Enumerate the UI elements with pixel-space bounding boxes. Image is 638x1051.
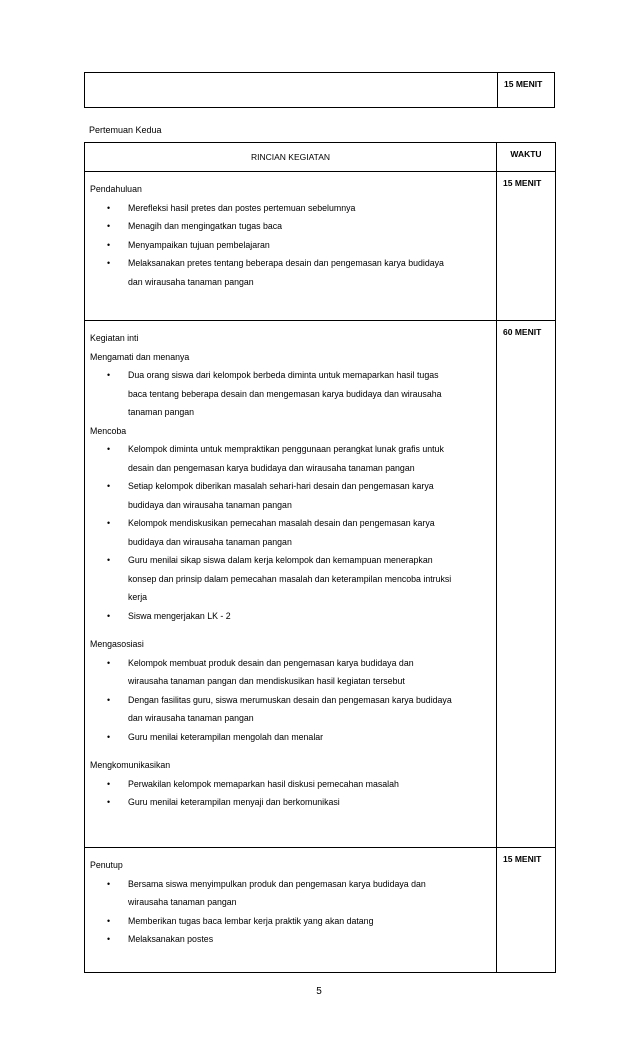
list-item: • Menagih dan mengingatkan tugas baca [90,217,490,236]
list-item [90,514,490,551]
list-item-continuation: dan wirausaha tanaman pangan [128,276,254,287]
list-item [90,551,490,607]
section-title: Kegiatan inti [90,333,139,343]
time-cell: 15 MENIT [497,172,556,321]
list-item-line: • Kelompok mendiskusikan pemecahan masalah desain dan pengemasan karya [128,518,435,528]
header-time: WAKTU [497,143,556,172]
section-title: Pendahuluan [90,184,142,194]
subsection-title: Mengasosiasi [90,639,144,649]
list-item-line: • Guru menilai keterampilan menyaji dan berkomunikasi [128,797,340,807]
list-item-line: • Melaksanakan postes [128,934,214,944]
time-cell: 60 MENIT [497,321,556,848]
list-item-line: kerja [128,592,148,602]
list-item [90,793,490,812]
previous-time-cell: 15 MENIT [498,73,555,108]
list-item-line: • Siswa mengerjakan LK - 2 [128,610,231,621]
previous-table [84,72,555,108]
list-item [90,607,490,626]
list-item-line: wirausaha tanaman pangan dan mendiskusikan hasil kegiatan tersebut [128,676,405,686]
page-number: 5 [316,986,322,997]
list-item [90,366,490,422]
activity-table [84,142,556,973]
header-activity: RINCIAN KEGIATAN [85,143,497,172]
list-item-line: desain dan pengemasan karya budidaya dan wirausaha tanaman pangan [128,462,415,473]
list-item-line: baca tentang beberapa desain dan mengemasan karya budidaya dan wirausaha [128,388,442,399]
list-item-line: tanaman pangan [128,407,195,417]
previous-activity-cell [85,73,498,108]
list-item-line: budidaya dan wirausaha tanaman pangan [128,499,292,510]
subsection-title: Mengamati dan menanya [90,351,190,362]
pendahuluan-cell [85,172,497,321]
penutup-cell [85,848,497,973]
list-item: • Melaksanakan pretes tentang beberapa desain dan pengemasan karya budidaya [90,254,490,273]
list-item [90,728,490,747]
list-item: • Menyampaikan tujuan pembelajaran [90,236,490,255]
subsection-title: Mencoba [90,425,127,436]
list-item-line: • Guru menilai keterampilan mengolah dan menalar [128,731,324,742]
list-item [90,654,490,691]
list-item [90,930,490,949]
list-item [90,691,490,728]
list-item-line: konsep dan prinsip dalam pemecahan masalah dan keterampilan mencoba intruksi [128,573,452,584]
table-row [85,321,556,848]
subsection-title: Mengkomunikasikan [90,760,171,770]
list-item-line: • Perwakilan kelompok memaparkan hasil diskusi pemecahan masalah [128,778,399,789]
table-row [85,848,556,973]
list-item-line: • Guru menilai sikap siswa dalam kerja kelompok dan kemampuan menerapkan [128,555,433,565]
list-item-line: • Dengan fasilitas guru, siswa merumuskan desain dan pengemasan karya budidaya [128,694,452,705]
list-item-line: dan wirausaha tanaman pangan [128,713,254,723]
list-item [90,912,490,931]
table-row [85,172,556,321]
list-item-line: wirausaha tanaman pangan [128,897,237,907]
section-title: Penutup [90,860,123,870]
list-item-line: • Kelompok diminta untuk mempraktikan penggunaan perangkat lunak grafis untuk [128,444,444,454]
list-item-line: • Bersama siswa menyimpulkan produk dan pengemasan karya budidaya dan [128,878,426,889]
list-item [90,477,490,514]
list-item-line: • Kelompok membuat produk desain dan pengemasan karya budidaya dan [128,657,414,668]
time-cell: 15 MENIT [497,848,556,973]
list-item-line: budidaya dan wirausaha tanaman pangan [128,536,292,547]
list-item [90,440,490,477]
list-item-line: • Setiap kelompok diberikan masalah sehari-hari desain dan pengemasan karya [128,481,434,491]
section-caption: Pertemuan Kedua [89,125,162,135]
list-item-line: • Dua orang siswa dari kelompok berbeda diminta untuk memaparkan hasil tugas [128,370,439,380]
kegiatan-inti-cell [85,321,497,848]
list-item [90,875,490,912]
table-header-row [85,143,556,172]
list-item-line: • Memberikan tugas baca lembar kerja praktik yang akan datang [128,915,374,926]
list-item: • Merefleksi hasil pretes dan postes pertemuan sebelumnya [90,199,490,218]
list-item [90,775,490,794]
